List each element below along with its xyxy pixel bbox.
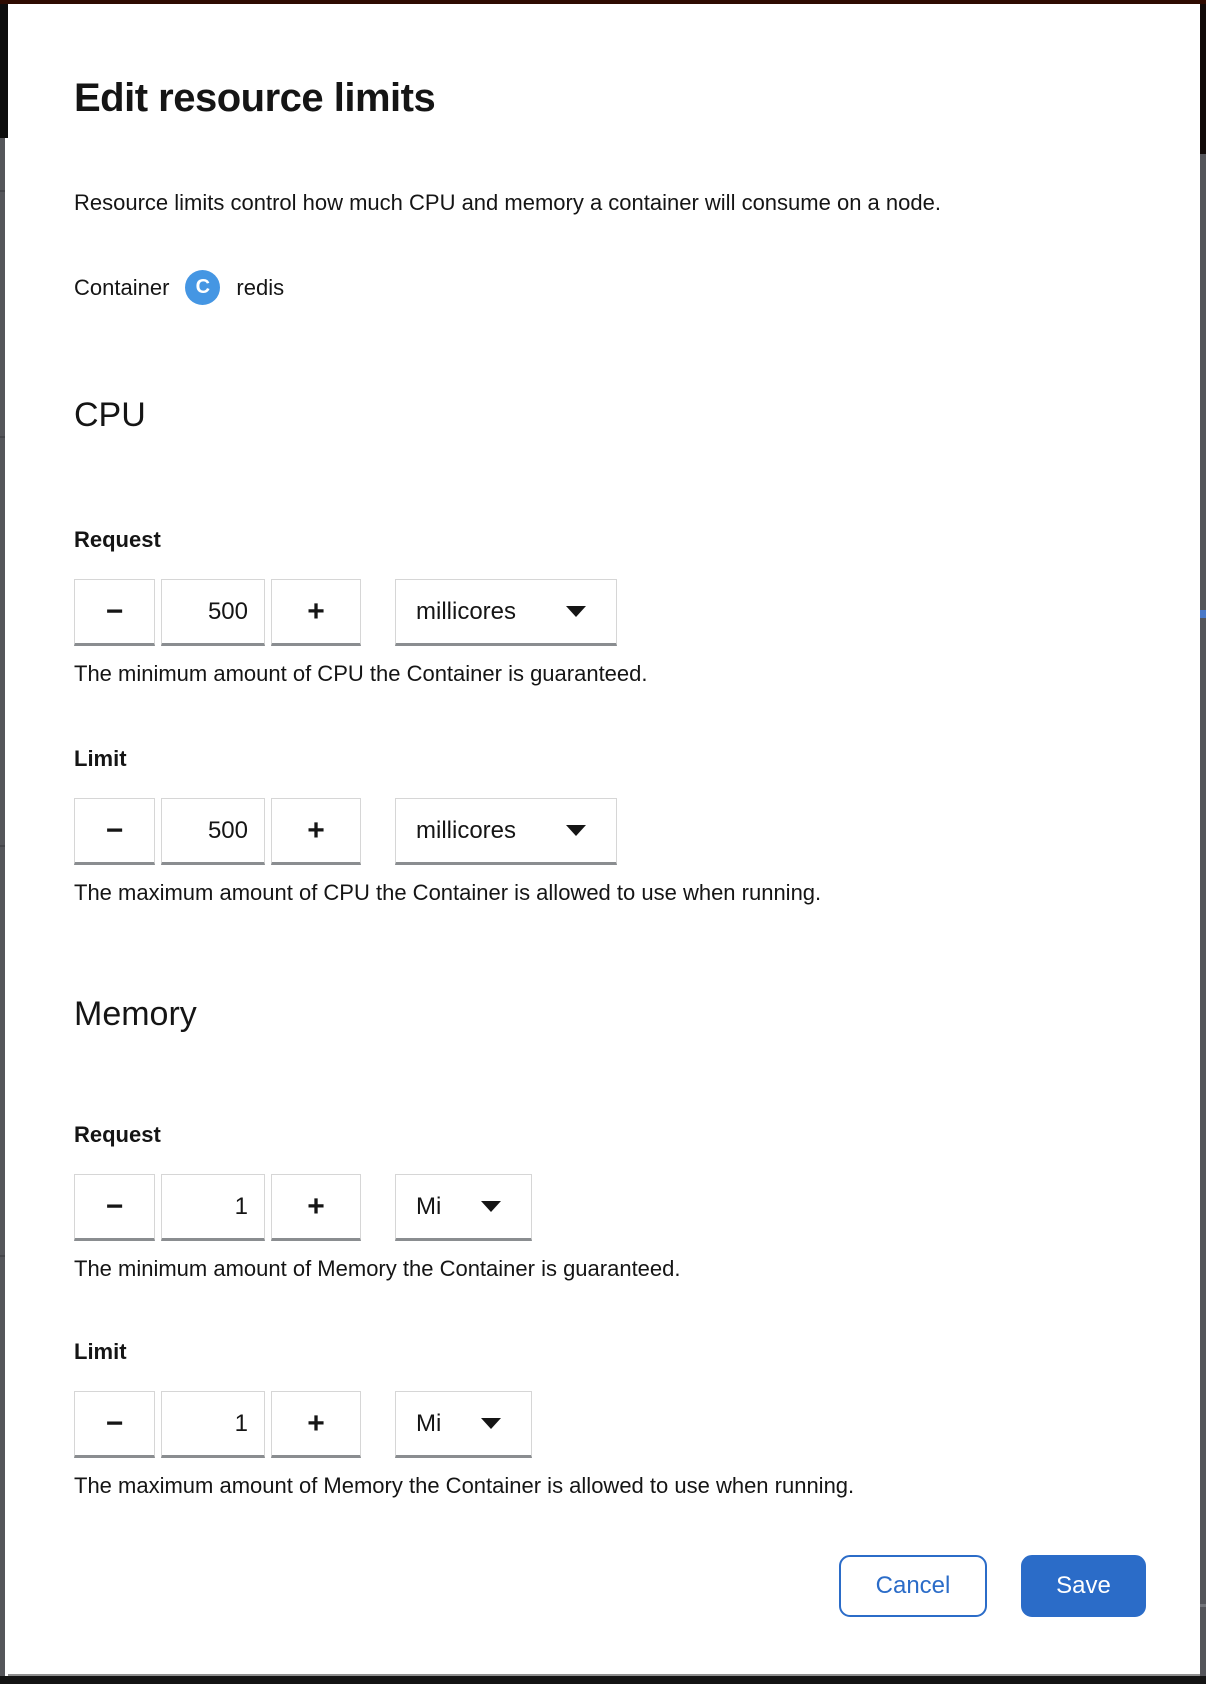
memory-limit-unit-dropdown[interactable] bbox=[395, 1391, 532, 1458]
page-edge-right-dark bbox=[1200, 4, 1206, 154]
cpu-request-field bbox=[74, 527, 1134, 687]
plus-icon: + bbox=[307, 594, 325, 628]
minus-icon: − bbox=[105, 1406, 124, 1440]
page-edge-right bbox=[1200, 154, 1206, 1676]
page-edge-left bbox=[0, 138, 5, 1684]
increment-button[interactable] bbox=[271, 798, 361, 865]
page-edge-left-dark bbox=[0, 4, 8, 138]
memory-request-input[interactable] bbox=[162, 1175, 264, 1238]
background-row-divider bbox=[0, 436, 5, 438]
edit-resource-limits-modal bbox=[8, 4, 1200, 1676]
caret-down-icon bbox=[566, 606, 586, 617]
page-edge-bottom bbox=[0, 1676, 1206, 1684]
field-help-text: The maximum amount of CPU the Container is allowed to use when running. bbox=[74, 880, 822, 905]
modal-description: Resource limits control how much CPU and memory a container will consume on a node. bbox=[74, 190, 941, 215]
caret-down-icon bbox=[566, 825, 586, 836]
increment-button[interactable] bbox=[271, 1174, 361, 1241]
minus-icon: − bbox=[105, 813, 124, 847]
cpu-request-input[interactable] bbox=[162, 580, 264, 643]
background-row-divider bbox=[1200, 1604, 1206, 1607]
increment-button[interactable] bbox=[271, 579, 361, 646]
plus-icon: + bbox=[307, 1189, 325, 1223]
cpu-limit-input[interactable] bbox=[162, 799, 264, 862]
background-link-fragment bbox=[1200, 610, 1206, 618]
decrement-button[interactable] bbox=[74, 1174, 155, 1241]
field-label: Limit bbox=[74, 1339, 127, 1364]
selected-unit: millicores bbox=[416, 597, 517, 625]
value-cell bbox=[161, 579, 265, 646]
memory-request-field bbox=[74, 1122, 1134, 1282]
container-badge-icon: C bbox=[185, 270, 220, 305]
background-row-divider bbox=[0, 190, 5, 192]
selected-unit: Mi bbox=[416, 1192, 442, 1220]
decrement-button[interactable] bbox=[74, 798, 155, 865]
caret-down-icon bbox=[481, 1201, 501, 1212]
cpu-limit-unit-dropdown[interactable] bbox=[395, 798, 617, 865]
background-row-divider bbox=[0, 845, 5, 847]
container-name: redis bbox=[236, 274, 285, 300]
selected-unit: millicores bbox=[416, 816, 517, 844]
section-heading-memory: Memory bbox=[74, 995, 197, 1033]
memory-request-unit-dropdown[interactable] bbox=[395, 1174, 532, 1241]
selected-unit: Mi bbox=[416, 1409, 442, 1437]
field-label: Limit bbox=[74, 746, 127, 771]
field-help-text: The minimum amount of Memory the Container is guaranteed. bbox=[74, 1256, 681, 1281]
plus-icon: + bbox=[307, 1406, 325, 1440]
field-help-text: The minimum amount of CPU the Container is guaranteed. bbox=[74, 661, 648, 686]
value-cell bbox=[161, 798, 265, 865]
caret-down-icon bbox=[481, 1418, 501, 1429]
container-row bbox=[74, 270, 284, 305]
increment-button[interactable] bbox=[271, 1391, 361, 1458]
value-cell bbox=[161, 1174, 265, 1241]
plus-icon: + bbox=[307, 813, 325, 847]
cpu-request-unit-dropdown[interactable] bbox=[395, 579, 617, 646]
memory-limit-field bbox=[74, 1339, 1134, 1499]
field-row bbox=[74, 798, 1134, 865]
field-label: Request bbox=[74, 527, 161, 552]
field-row bbox=[74, 1391, 1134, 1458]
section-heading-cpu: CPU bbox=[74, 396, 146, 434]
value-cell bbox=[161, 1391, 265, 1458]
field-row bbox=[74, 1174, 1134, 1241]
minus-icon: − bbox=[105, 1189, 124, 1223]
field-label: Request bbox=[74, 1122, 161, 1147]
field-help-text: The maximum amount of Memory the Container is allowed to use when running. bbox=[74, 1473, 855, 1498]
minus-icon: − bbox=[105, 594, 124, 628]
cpu-limit-field bbox=[74, 746, 1134, 906]
modal-actions bbox=[839, 1555, 1146, 1617]
memory-limit-input[interactable] bbox=[162, 1392, 264, 1455]
field-row bbox=[74, 579, 1134, 646]
decrement-button[interactable] bbox=[74, 579, 155, 646]
decrement-button[interactable] bbox=[74, 1391, 155, 1458]
save-button[interactable]: Save bbox=[1021, 1555, 1146, 1617]
background-row-divider bbox=[0, 1255, 5, 1257]
cancel-button[interactable]: Cancel bbox=[839, 1555, 987, 1617]
modal-title: Edit resource limits bbox=[74, 76, 436, 120]
container-label: Container bbox=[74, 274, 170, 300]
